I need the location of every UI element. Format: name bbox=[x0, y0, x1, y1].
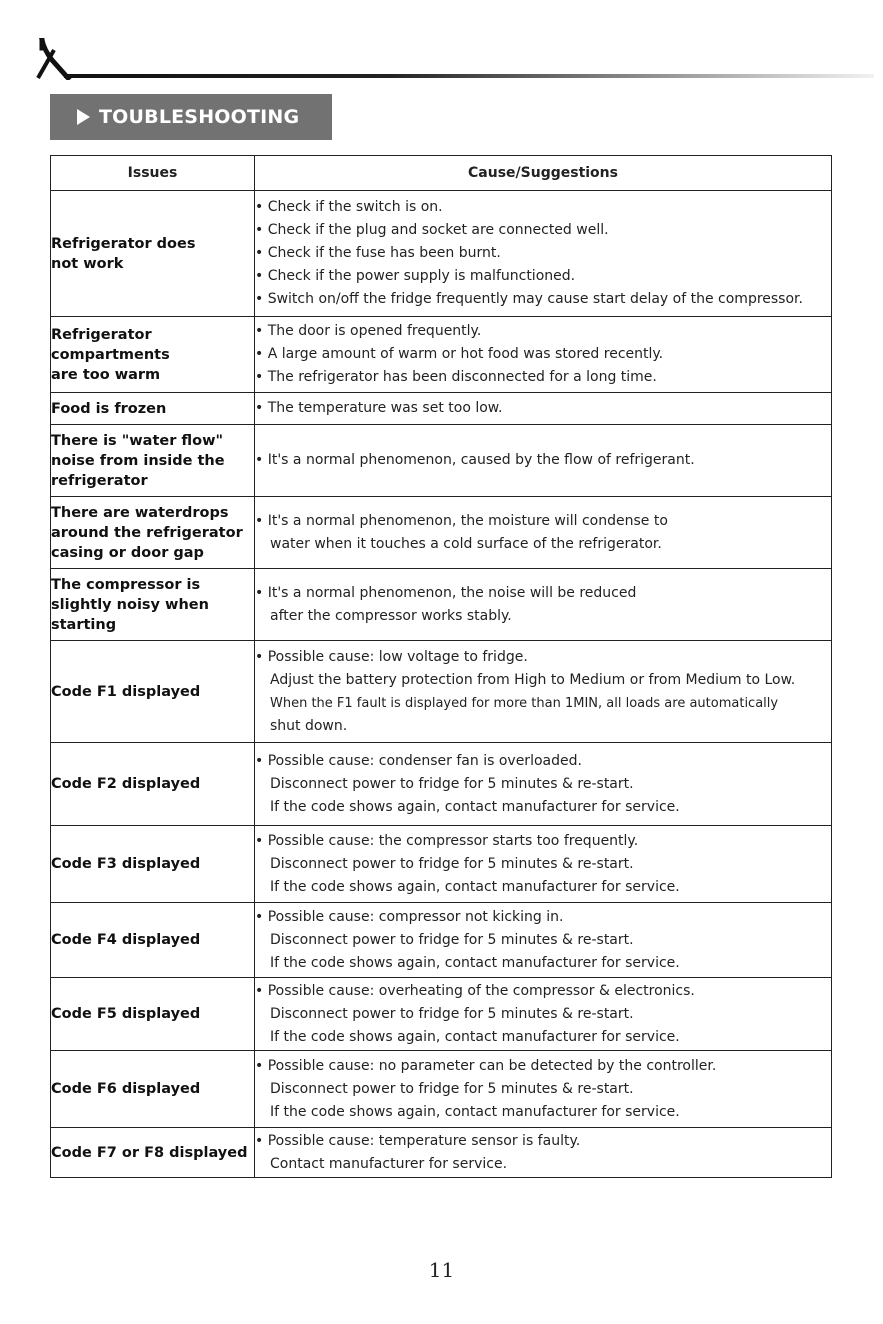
table-row bbox=[51, 317, 832, 393]
cause-cell bbox=[255, 425, 832, 497]
cause-text: • A large amount of warm or hot food was stored recently. bbox=[255, 346, 664, 362]
cause-text: If the code shows again, contact manufacturer for service. bbox=[270, 954, 680, 971]
cause-text: water when it touches a cold surface of the refrigerator. bbox=[270, 535, 662, 552]
issue-cell bbox=[51, 826, 255, 903]
issue-cell bbox=[51, 1128, 255, 1178]
issues-header: Issues bbox=[51, 156, 255, 191]
cause-text: If the code shows again, contact manufacturer for service. bbox=[270, 1103, 680, 1120]
issue-cell bbox=[51, 903, 255, 978]
cause-text: • Check if the fuse has been burnt. bbox=[255, 245, 501, 261]
issue-cell bbox=[51, 191, 255, 317]
issue-text: Code F1 displayed bbox=[51, 683, 201, 700]
cause-text: • The refrigerator has been disconnected for a long time. bbox=[255, 369, 657, 385]
issue-text: Refrigerator bbox=[51, 326, 152, 343]
issue-text: There are waterdrops bbox=[51, 504, 229, 521]
table-header-row bbox=[51, 156, 832, 191]
cause-cell bbox=[255, 826, 832, 903]
cause-text: If the code shows again, contact manufacturer for service. bbox=[270, 798, 680, 815]
issue-text: Code F4 displayed bbox=[51, 932, 201, 948]
issue-cell bbox=[51, 317, 255, 393]
cause-text: Disconnect power to fridge for 5 minutes & re-start. bbox=[270, 855, 634, 872]
issue-text: Refrigerator does bbox=[51, 235, 196, 252]
cause-cell bbox=[255, 1051, 832, 1128]
cause-text: • Possible cause: no parameter can be detected by the controller. bbox=[255, 1057, 717, 1074]
table-row bbox=[51, 978, 832, 1051]
issue-text: slightly noisy when bbox=[51, 596, 209, 613]
cause-text: • The door is opened frequently. bbox=[255, 323, 482, 339]
issue-text: starting bbox=[51, 616, 117, 633]
cause-text: When the F1 fault is displayed for more than 1MIN, all loads are automatically bbox=[270, 695, 779, 711]
section-banner bbox=[50, 94, 332, 140]
cause-text: • Possible cause: overheating of the compressor & electronics. bbox=[255, 982, 695, 999]
table-row bbox=[51, 569, 832, 641]
issue-cell bbox=[51, 497, 255, 569]
issue-text: Code F3 displayed bbox=[51, 856, 201, 872]
issue-cell bbox=[51, 1051, 255, 1128]
table-row bbox=[51, 497, 832, 569]
cause-text: • Possible cause: low voltage to fridge. bbox=[255, 648, 528, 665]
cause-text: • Check if the switch is on. bbox=[255, 199, 443, 215]
table-row bbox=[51, 393, 832, 425]
table-row bbox=[51, 425, 832, 497]
issue-cell bbox=[51, 569, 255, 641]
issue-text: refrigerator bbox=[51, 472, 148, 489]
issue-text: are too warm bbox=[51, 366, 161, 383]
page-number: 11 bbox=[428, 1258, 455, 1282]
cause-text: • Possible cause: condenser fan is overloaded. bbox=[255, 752, 582, 769]
cause-text: • It's a normal phenomenon, the noise will be reduced bbox=[255, 584, 637, 601]
cause-text: • Possible cause: compressor not kicking in. bbox=[255, 908, 564, 925]
cause-text: • The temperature was set too low. bbox=[255, 400, 503, 416]
table-row bbox=[51, 743, 832, 826]
cause-text: • Switch on/off the fridge frequently may cause start delay of the compressor. bbox=[255, 291, 803, 307]
cause-cell bbox=[255, 1128, 832, 1178]
cause-cell bbox=[255, 317, 832, 393]
cause-text: • It's a normal phenomenon, caused by the flow of refrigerant. bbox=[255, 452, 695, 468]
cause-text: • Check if the plug and socket are connected well. bbox=[255, 222, 609, 238]
cause-cell bbox=[255, 393, 832, 425]
table-row bbox=[51, 903, 832, 978]
cause-cell bbox=[255, 641, 832, 743]
section-title: TOUBLESHOOTING bbox=[99, 106, 300, 128]
cause-text: Adjust the battery protection from High to Medium or from Medium to Low. bbox=[270, 671, 796, 688]
cause-header: Cause/Suggestions bbox=[255, 156, 832, 191]
issue-text: not work bbox=[51, 255, 124, 272]
issue-cell bbox=[51, 978, 255, 1051]
issue-cell bbox=[51, 641, 255, 743]
cause-cell bbox=[255, 191, 832, 317]
table-row bbox=[51, 1051, 832, 1128]
table-row bbox=[51, 1128, 832, 1178]
table-row bbox=[51, 191, 832, 317]
issue-text: noise from inside the bbox=[51, 452, 225, 469]
issue-text: Code F6 displayed bbox=[51, 1081, 201, 1097]
play-triangle-icon bbox=[77, 109, 90, 125]
issue-text: Code F5 displayed bbox=[51, 1006, 201, 1022]
table-row bbox=[51, 826, 832, 903]
cause-text: If the code shows again, contact manufacturer for service. bbox=[270, 1028, 680, 1045]
cause-text: • Possible cause: the compressor starts too frequently. bbox=[255, 832, 639, 849]
cause-text: If the code shows again, contact manufacturer for service. bbox=[270, 878, 680, 895]
cause-text: Disconnect power to fridge for 5 minutes & re-start. bbox=[270, 1080, 634, 1097]
table-row bbox=[51, 641, 832, 743]
issue-text: Food is frozen bbox=[51, 400, 167, 417]
cause-text: after the compressor works stably. bbox=[270, 607, 512, 624]
cause-cell bbox=[255, 903, 832, 978]
cause-text: • It's a normal phenomenon, the moisture will condense to bbox=[255, 512, 668, 529]
issue-text: The compressor is bbox=[51, 576, 201, 593]
issue-cell bbox=[51, 425, 255, 497]
cause-text: Disconnect power to fridge for 5 minutes & re-start. bbox=[270, 931, 634, 948]
issue-cell bbox=[51, 393, 255, 425]
cause-text: Disconnect power to fridge for 5 minutes & re-start. bbox=[270, 775, 634, 792]
issue-text: around the refrigerator bbox=[51, 524, 243, 541]
cause-text: Contact manufacturer for service. bbox=[270, 1155, 508, 1172]
cause-cell bbox=[255, 978, 832, 1051]
issue-cell bbox=[51, 743, 255, 826]
cause-text: • Possible cause: temperature sensor is faulty. bbox=[255, 1132, 581, 1149]
cause-text: Disconnect power to fridge for 5 minutes & re-start. bbox=[270, 1005, 634, 1022]
cause-text: • Check if the power supply is malfunctioned. bbox=[255, 268, 576, 284]
issue-text: compartments bbox=[51, 346, 170, 363]
cause-text: shut down. bbox=[270, 717, 348, 734]
issue-text: Code F7 or F8 displayed bbox=[51, 1144, 248, 1161]
header-rule bbox=[64, 74, 874, 78]
cause-cell bbox=[255, 743, 832, 826]
issue-text: Code F2 displayed bbox=[51, 776, 201, 792]
issue-text: casing or door gap bbox=[51, 544, 204, 561]
issue-text: There is "water flow" bbox=[51, 432, 224, 449]
cause-cell bbox=[255, 497, 832, 569]
cause-cell bbox=[255, 569, 832, 641]
troubleshooting-table bbox=[50, 155, 832, 1178]
